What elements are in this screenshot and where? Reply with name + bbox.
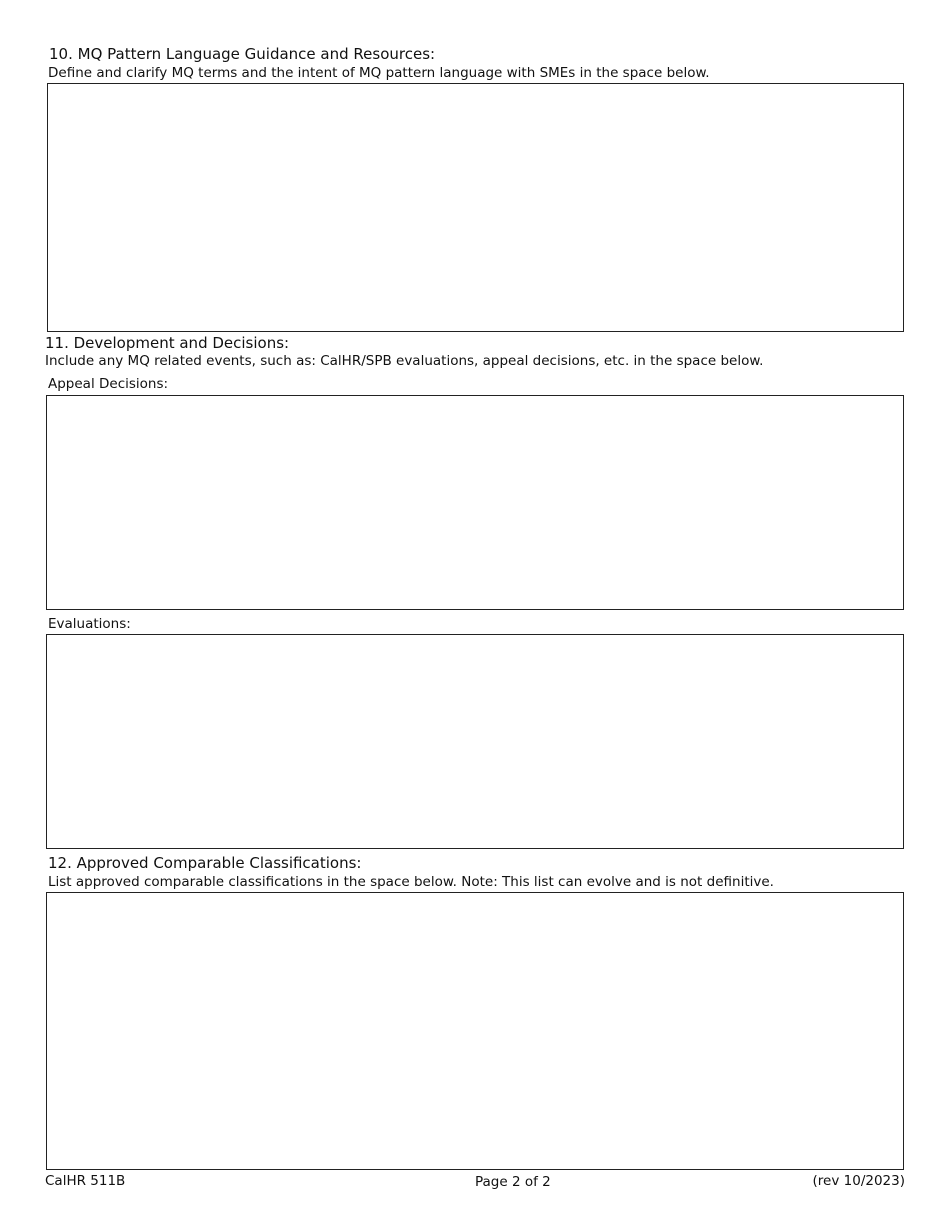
section-11-heading: 11. Development and Decisions: (45, 334, 290, 352)
form-id: CalHR 511B (45, 1173, 126, 1189)
revision-date: (rev 10/2023) (812, 1173, 905, 1189)
section-11-description: Include any MQ related events, such as: CalHR/SPB evaluations, appeal decisions, etc. in the space below. (45, 353, 764, 369)
section-12-description: List approved comparable classifications in the space below. Note: This list can evolve and is not definitive. (48, 874, 774, 890)
section-12-heading: 12. Approved Comparable Classifications: (48, 854, 362, 872)
evaluations-label: Evaluations: (48, 616, 131, 632)
approved-comparable-classifications-field[interactable] (46, 892, 904, 1170)
mq-pattern-guidance-field[interactable] (47, 83, 904, 332)
appeal-decisions-field[interactable] (46, 395, 904, 610)
evaluations-field[interactable] (46, 634, 904, 849)
section-10-description: Define and clarify MQ terms and the intent of MQ pattern language with SMEs in the space below. (48, 65, 710, 81)
appeal-decisions-label: Appeal Decisions: (48, 376, 169, 392)
section-10-heading: 10. MQ Pattern Language Guidance and Resources: (49, 45, 436, 63)
page-number: Page 2 of 2 (475, 1174, 551, 1190)
